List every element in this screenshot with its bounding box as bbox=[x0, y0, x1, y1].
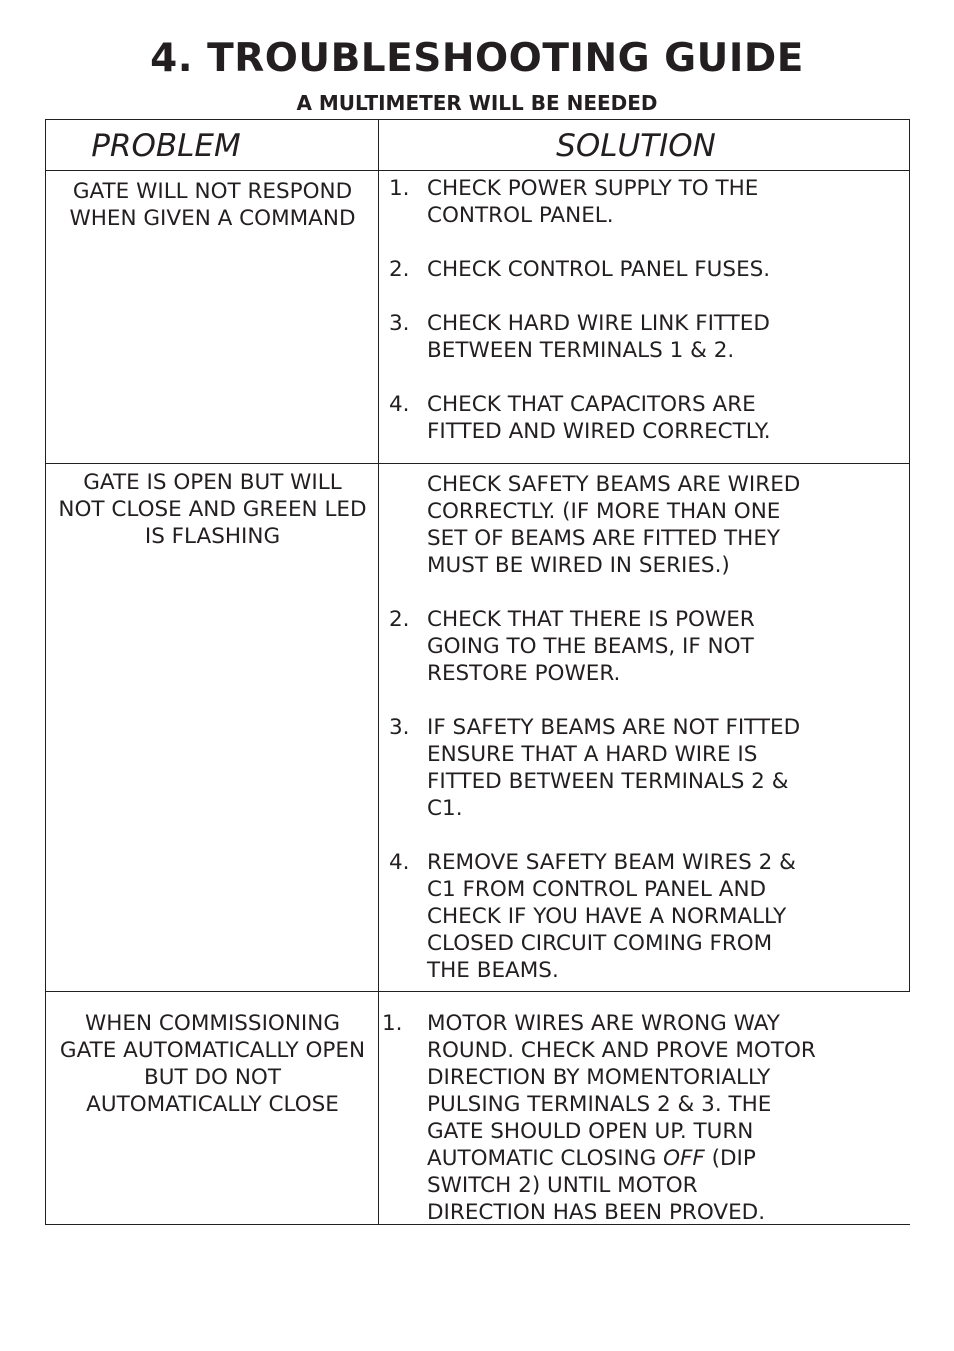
solution-line: ENSURE THAT A HARD WIRE IS bbox=[427, 742, 758, 767]
solution-line: MOTOR WIRES ARE WRONG WAY bbox=[427, 1011, 780, 1036]
solution-line: CHECK THAT THERE IS POWER bbox=[427, 607, 755, 632]
solution-cell-2 bbox=[380, 471, 880, 984]
solution-item bbox=[380, 714, 880, 822]
solution-item bbox=[380, 391, 880, 445]
solution-header bbox=[379, 124, 909, 168]
solution-line: FITTED BETWEEN TERMINALS 2 & bbox=[427, 769, 789, 794]
emphasis-off: OFF bbox=[663, 1146, 705, 1171]
problem-line: AUTOMATICALLY CLOSE bbox=[86, 1092, 339, 1117]
solution-line: ROUND. CHECK AND PROVE MOTOR bbox=[427, 1038, 816, 1063]
solution-cell-3 bbox=[380, 1010, 880, 1226]
solution-line: REMOVE SAFETY BEAM WIRES 2 & bbox=[427, 850, 796, 875]
solution-line: GATE SHOULD OPEN UP. TURN bbox=[427, 1119, 754, 1144]
solution-line: DIRECTION BY MOMENTORIALLY bbox=[427, 1065, 771, 1090]
problem-cell-1 bbox=[46, 178, 379, 232]
solution-line: C1. bbox=[427, 796, 463, 821]
solution-text: AUTOMATIC CLOSING bbox=[427, 1146, 664, 1171]
problem-cell-2 bbox=[46, 469, 379, 550]
problem-line: BUT DO NOT bbox=[144, 1065, 281, 1090]
item-number: 4. bbox=[389, 850, 410, 875]
row-divider-2 bbox=[45, 991, 910, 992]
row-divider-1 bbox=[45, 463, 910, 464]
table-right-border bbox=[909, 119, 910, 991]
solution-line: CONTROL PANEL. bbox=[427, 203, 614, 228]
problem-cell-3 bbox=[46, 1010, 379, 1118]
solution-line: DIRECTION HAS BEEN PROVED. bbox=[427, 1200, 766, 1225]
solution-item bbox=[380, 175, 880, 229]
solution-line: CHECK THAT CAPACITORS ARE bbox=[427, 392, 756, 417]
item-number: 1. bbox=[389, 176, 410, 201]
solution-line: CHECK IF YOU HAVE A NORMALLY bbox=[427, 904, 787, 929]
item-number: 3. bbox=[389, 715, 410, 740]
solution-line: CORRECTLY. (IF MORE THAN ONE bbox=[427, 499, 781, 524]
solution-line: SET OF BEAMS ARE FITTED THEY bbox=[427, 526, 781, 551]
problem-header-label: PROBLEM bbox=[91, 128, 241, 164]
problem-line: IS FLASHING bbox=[144, 524, 281, 549]
solution-text: (DIP bbox=[704, 1146, 756, 1171]
problem-line: NOT CLOSE AND GREEN LED bbox=[58, 497, 367, 522]
solution-line: BETWEEN TERMINALS 1 & 2. bbox=[427, 338, 735, 363]
solution-line: CHECK CONTROL PANEL FUSES. bbox=[427, 257, 771, 282]
solution-item bbox=[380, 471, 880, 579]
solution-item bbox=[380, 849, 880, 984]
solution-line: GOING TO THE BEAMS, IF NOT bbox=[427, 634, 754, 659]
solution-line: CHECK SAFETY BEAMS ARE WIRED bbox=[427, 472, 801, 497]
solution-item bbox=[380, 606, 880, 687]
table-top-border bbox=[45, 119, 910, 120]
solution-line: PULSING TERMINALS 2 & 3. THE bbox=[427, 1092, 772, 1117]
solution-line: CHECK POWER SUPPLY TO THE bbox=[427, 176, 759, 201]
header-divider bbox=[45, 170, 910, 171]
problem-line: WHEN GIVEN A COMMAND bbox=[69, 206, 356, 231]
item-number: 4. bbox=[389, 392, 410, 417]
solution-line: MUST BE WIRED IN SERIES.) bbox=[427, 553, 730, 578]
item-number: 1. bbox=[382, 1011, 403, 1036]
problem-line: GATE AUTOMATICALLY OPEN bbox=[59, 1038, 366, 1063]
item-number: 2. bbox=[389, 607, 410, 632]
solution-line: SWITCH 2) UNTIL MOTOR bbox=[427, 1173, 698, 1198]
solution-cell-1 bbox=[380, 175, 880, 445]
problem-line: WHEN COMMISSIONING bbox=[84, 1011, 341, 1036]
solution-item bbox=[380, 256, 880, 283]
problem-line: GATE IS OPEN BUT WILL bbox=[83, 470, 342, 495]
solution-line: C1 FROM CONTROL PANEL AND bbox=[427, 877, 767, 902]
solution-header-label: SOLUTION bbox=[556, 128, 716, 164]
solution-item bbox=[380, 1010, 880, 1226]
solution-item bbox=[380, 310, 880, 364]
solution-line: CHECK HARD WIRE LINK FITTED bbox=[427, 311, 770, 336]
solution-line: THE BEAMS. bbox=[427, 958, 559, 983]
item-number: 3. bbox=[389, 311, 410, 336]
page-subtitle: A MULTIMETER WILL BE NEEDED bbox=[296, 91, 658, 115]
solution-line: FITTED AND WIRED CORRECTLY. bbox=[427, 419, 771, 444]
problem-header bbox=[46, 124, 378, 168]
item-number: 2. bbox=[389, 257, 410, 282]
page-title: 4. TROUBLESHOOTING GUIDE bbox=[150, 36, 804, 81]
solution-line bbox=[427, 1145, 880, 1172]
solution-line: CLOSED CIRCUIT COMING FROM bbox=[427, 931, 773, 956]
solution-line: IF SAFETY BEAMS ARE NOT FITTED bbox=[427, 715, 801, 740]
problem-line: GATE WILL NOT RESPOND bbox=[72, 179, 353, 204]
solution-line: RESTORE POWER. bbox=[427, 661, 621, 686]
